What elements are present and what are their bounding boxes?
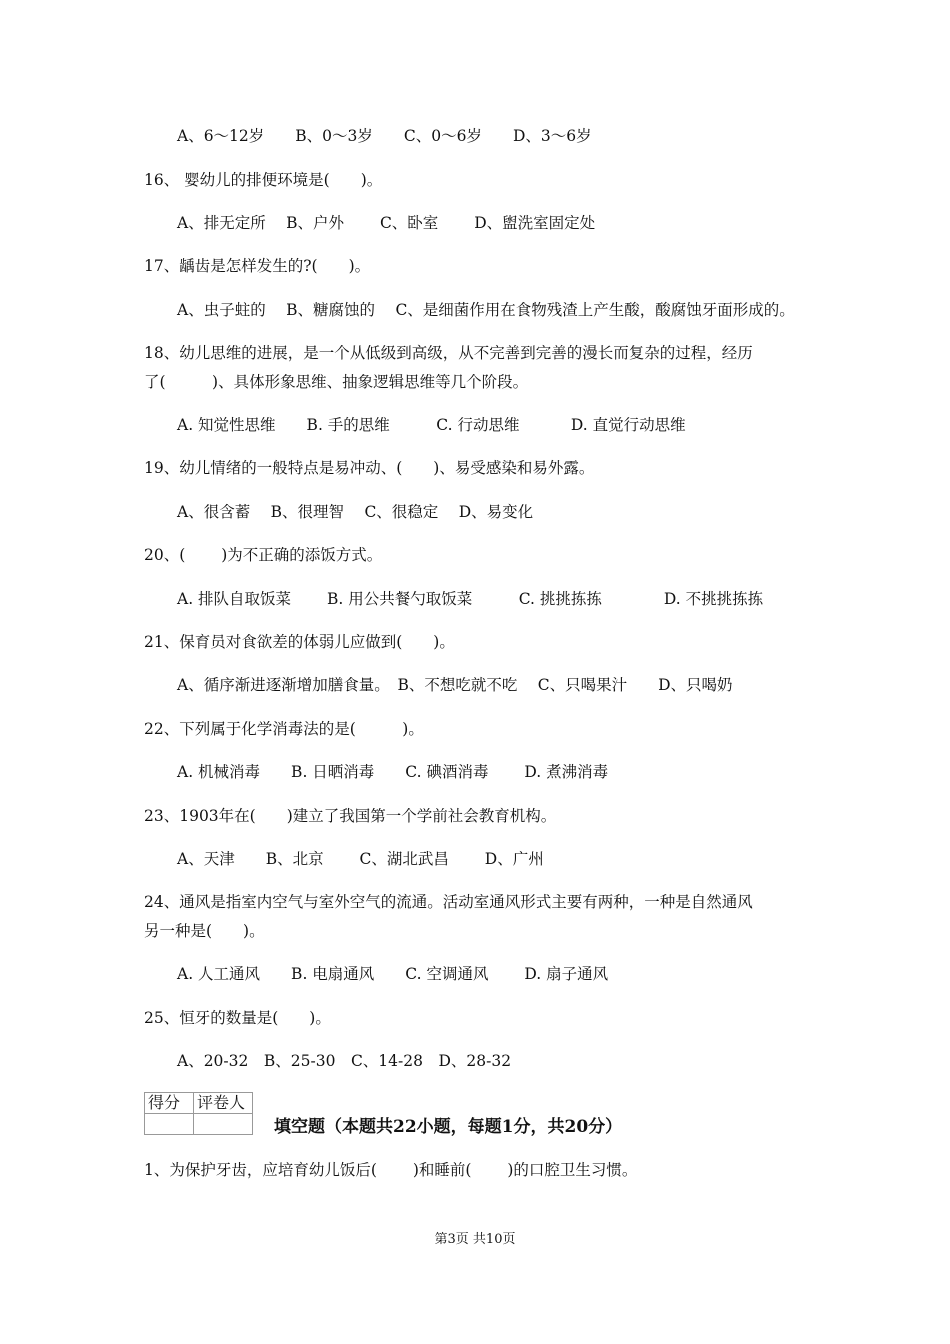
question-line: 另一种是( )。 [144, 922, 265, 940]
question-line: 20、( )为不正确的添饭方式。 [144, 546, 383, 564]
question-line: 17、龋齿是怎样发生的?( )。 [144, 257, 371, 275]
page-footer: 第3页 共10页 [434, 1232, 516, 1247]
option-line: A. 人工通风 B. 电扇通风 C. 空调通风 D. 扇子通风 [177, 965, 609, 983]
option-line: A、很含蓄 B、很理智 C、很稳定 D、易变化 [177, 503, 534, 521]
option-line: A、循序渐进逐渐增加膳食量。 B、不想吃就不吃 C、只喝果汁 D、只喝奶 [177, 676, 733, 694]
question-line: 25、恒牙的数量是( )。 [144, 1009, 331, 1027]
question-line: 21、保育员对食欲差的体弱儿应做到( )。 [144, 633, 455, 651]
section-title: 填空题（本题共22小题，每题1分，共20分） [274, 1117, 623, 1137]
option-line: A. 机械消毒 B. 日晒消毒 C. 碘酒消毒 D. 煮沸消毒 [177, 763, 609, 781]
question-line: 1、为保护牙齿，应培育幼儿饭后( )和睡前( )的口腔卫生习惯。 [144, 1161, 638, 1179]
option-line: A. 知觉性思维 B. 手的思维 C. 行动思维 D. 直觉行动思维 [177, 416, 686, 434]
question-line: 了( )、具体形象思维、抽象逻辑思维等几个阶段。 [144, 373, 529, 391]
question-line: 18、幼儿思维的进展，是一个从低级到高级，从不完善到完善的漫长而复杂的过程，经历 [144, 344, 753, 362]
score-header: 得分 [145, 1093, 194, 1114]
question-line: 23、1903年在( )建立了我国第一个学前社会教育机构。 [144, 807, 557, 825]
question-line: 16、 婴幼儿的排便环境是( )。 [144, 171, 383, 189]
grader-header: 评卷人 [194, 1093, 253, 1114]
option-line: A、20-32 B、25-30 C、14-28 D、28-32 [177, 1052, 512, 1070]
grader-cell [194, 1114, 253, 1135]
option-line: A、6～12岁 B、0～3岁 C、0～6岁 D、3～6岁 [177, 127, 592, 145]
option-line: A、排无定所 B、户外 C、卧室 D、盥洗室固定处 [177, 214, 596, 232]
option-line: A、天津 B、北京 C、湖北武昌 D、广州 [177, 850, 544, 868]
question-line: 19、幼儿情绪的一般特点是易冲动、( )、易受感染和易外露。 [144, 459, 595, 477]
score-table [144, 1092, 253, 1135]
option-line: A、虫子蛀的 B、糖腐蚀的 C、是细菌作用在食物残渣上产生酸，酸腐蚀牙面形成的。 [177, 301, 795, 319]
question-line: 24、通风是指室内空气与室外空气的流通。活动室通风形式主要有两种，一种是自然通风 [144, 893, 753, 911]
option-line: A. 排队自取饭菜 B. 用公共餐勺取饭菜 C. 挑挑拣拣 D. 不挑挑拣拣 [177, 590, 764, 608]
score-cell [145, 1114, 194, 1135]
question-line: 22、下列属于化学消毒法的是( )。 [144, 720, 424, 738]
